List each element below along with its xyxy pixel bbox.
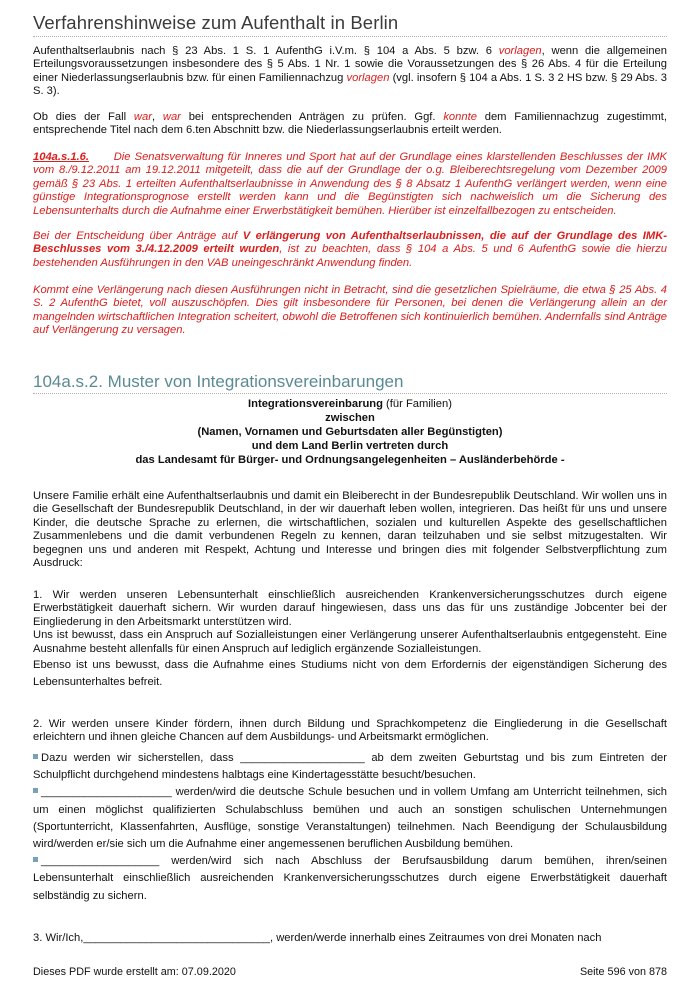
bullet-marker-icon — [33, 857, 38, 862]
agreement-title-rest: (für Familien) — [382, 398, 452, 410]
bullet-item-3 — [33, 853, 667, 905]
p1-emph-2: vorlagen — [346, 71, 390, 84]
agreement-line-2: zwischen — [325, 412, 375, 424]
p2-emph-2: war — [162, 111, 181, 123]
agreement-intro: Unsere Familie erhält eine Aufenthaltserlaubnis und damit ein Bleiberecht in der Bundesrepublik Deutschland. Wir wollen uns in die Gesellschaft der Bundesrepublik Deutschland, in der wir dauerhaft leben wollen, integrieren. Das heißt für uns und unsere Kinder, die deutsche Sprache zu erlernen, die wirtschaftlichen, sozialen und kulturellen Aspekte des gesellschaftlichen Zusammenlebens und die damit verbundenen Regeln zu kennen, daran teilzuhaben und sie selbst mitzugestalten. Wir begegnen uns und anderen mit Respekt, Achtung und Interesse und bringen dies mit folgender Selbstverpflichtung zum Ausdruck: — [33, 490, 667, 570]
item-1-a: 1. Wir werden unseren Lebensunterhalt einschließlich ausreichenden Krankenversicherungsschutzes durch eigene Erwerbstätigkeit dauerhaft sichern. Wir wurden darauf hingewiesen, dass uns das für uns zuständige Jobcenter bei der Eingliederung in den Arbeitsmarkt unterstützen wird. — [33, 589, 667, 628]
item-1-b: Uns ist bewusst, dass ein Anspruch auf Sozialleistungen einer Verlängerung unserer Aufenthaltserlaubnis entgegensteht. Eine Ausnahme besteht allenfalls für einen Anspruch auf lediglich ergänzende Sozialleistungen. — [33, 629, 667, 655]
p2-emph-3: konnte — [443, 111, 477, 123]
agreement-line-4: und dem Land Berlin vertreten durch — [251, 440, 449, 452]
p2-text-e: bei entsprechenden Anträgen zu prüfen. Ggf. — [188, 111, 436, 123]
title-divider — [33, 36, 667, 37]
footer-page-number: Seite 596 von 878 — [579, 966, 667, 978]
p2-text-c: , — [151, 111, 156, 123]
paragraph-5: Kommt eine Verlängerung nach diesen Ausführungen nicht in Betracht, sind die gesetzlichen Spielräume, die etwa § 25 Abs. 4 S. 2 AufenthG bietet, voll auszuschöpfen. Dies gilt insbesondere für Personen, bei denen die Verlängerung allein an der mangelnden wirtschaftlichen Integration scheitert, obwohl die Betroffenen sich kontinuierlich bemühen. Andernfalls sind Anträge auf Verlängerung zu versagen. — [33, 284, 667, 337]
p1-emph-1: vorlagen — [498, 45, 542, 57]
p2-text-a: Ob dies der Fall — [33, 111, 127, 123]
item-1-c: Ebenso ist uns bewusst, dass die Aufnahme eines Studiums nicht von dem Erfordernis der eigenständigen Sicherung des Lebensunterhaltes befreit. — [33, 659, 667, 689]
p1-text-a: Aufenthaltserlaubnis nach § 23 Abs. 1 S. 1 AufenthG i.V.m. § 104 a Abs. 5 bzw. 6 — [33, 45, 492, 57]
item-3: 3. Wir/Ich,______________________________, werden/werde innerhalb eines Zeitraumes von drei Monaten nach — [33, 932, 602, 944]
section-heading: 104a.s.2. Muster von Integrationsvereinbarungen — [33, 372, 404, 391]
p1-text-c: , wenn die allgemeinen Erteilungsvoraussetzungen insbesondere des § 5 Abs. 1 Nr. 1 sowie die Voraussetzungen des § 26 Abs. 4 für die Erteilung einer Niederlassungserlaubnis bzw. für einen Familiennachzug — [33, 45, 667, 84]
bullet-1-text: Dazu werden wir sicherstellen, dass ____________________ ab dem zweiten Geburtstag und bis zum Eintreten der Schulpflicht durchgehend mindestens halbtags eine Kindertagesstätte besucht/besuchen. — [33, 752, 667, 782]
paragraph-3 — [33, 151, 667, 218]
bullet-marker-icon — [33, 788, 38, 793]
bullet-3-text: ___________________ werden/wird sich nach Abschluss der Berufsausbildung darum bemühen, ihren/seinen Lebensunterhalt einschließlich ausreichenden Krankenversicherungsschutzes durch eigene Erwerbstätigkeit dauerhaft selbständig zu sichern. — [33, 855, 667, 902]
page-title: Verfahrenshinweise zum Aufenthalt in Berlin — [33, 12, 399, 33]
agreement-line-5: das Landesamt für Bürger- und Ordnungsangelegenheiten – Ausländerbehörde - — [135, 454, 565, 466]
section-ref-104a-s-1-6: 104a.s.1.6. — [33, 151, 89, 163]
paragraph-2 — [33, 111, 667, 138]
p4-text-a: Bei der Entscheidung über Anträge auf — [33, 230, 238, 242]
p1-text-e: (vgl. insofern § 104 a Abs. 1 S. 3 2 HS bzw. § 29 Abs. 3 S. 3). — [33, 71, 667, 98]
item-1 — [33, 589, 667, 656]
section-divider — [33, 393, 667, 394]
bullet-2-text: _____________________ werden/wird die deutsche Schule besuchen und in vollem Umfang am Unterricht teilnehmen, sich um einen möglichst qualifizierten Schulabschluss bemühen und auch an sonstigen schulischen Unternehmungen (Sportunterricht, Klassenfahrten, Ausflüge, sonstige Veranstaltungen) teilnehmen. Nach Beendigung der Schulausbildung wird/werden er/sie sich um die Aufnahme einer angemessenen beruflichen Ausbildung bemühen. — [33, 786, 667, 851]
item-2-bullets — [33, 750, 667, 905]
p2-text-g: dem Familiennachzug zugestimmt, entsprechende Titel nach dem 6.ten Abschnitt bzw. die Niederlassungserlaubnis erteilt werden. — [33, 111, 667, 137]
agreement-header — [33, 397, 667, 467]
p2-emph-1: war — [133, 111, 152, 123]
paragraph-4 — [33, 230, 667, 270]
bullet-item-1 — [33, 750, 667, 784]
agreement-title — [33, 397, 667, 411]
agreement-line-3: (Namen, Vornamen und Geburtsdaten aller Begünstigten) — [197, 426, 503, 438]
p4-text-c: , ist zu beachten, dass § 104 a Abs. 5 und 6 AufenthG sowie die hierzu bestehenden Ausführungen in den VAB uneingeschränkt Anwendung finden. — [33, 243, 667, 269]
footer-created-date: Dieses PDF wurde erstellt am: 07.09.2020 — [33, 966, 236, 978]
item-2-intro: 2. Wir werden unsere Kinder fördern, ihnen durch Bildung und Sprachkompetenz die Eingliederung in die Gesellschaft erleichtern und ihnen gleiche Chancen auf dem Ausbildungs- und Arbeitsmarkt ermöglichen. — [33, 718, 667, 744]
paragraph-1 — [33, 45, 667, 99]
bullet-marker-icon — [33, 754, 38, 759]
agreement-title-bold: Integrationsvereinbarung — [248, 398, 383, 410]
bullet-item-2 — [33, 784, 667, 853]
p3-text: Die Senatsverwaltung für Inneres und Sport hat auf der Grundlage eines klarstellenden Beschlusses der IMK vom 8./9.12.2011 am 19.12.2011 mitgeteilt, dass die auf der Grundlage der o.g. Bleiberechtsregelung vom Dezember 2009 gemäß § 23 Abs. 1 erteilten Aufenthaltserlaubnisse in Anwendung des § 8 Absatz 1 AufenthG verlängert werden, wenn eine günstige Integrationsprognose erstellt werden kann und die Begünstigten sich nachweislich um die Sicherung des Lebensunterhalts durch die Aufnahme einer Erwerbstätigkeit bemühen. Hierüber ist einzelfallbezogen zu entscheiden. — [33, 151, 667, 217]
p4-bold: V erlängerung von Aufenthaltserlaubnissen, die auf der Grundlage des IMK-Beschlusses vom 3./4.12.2009 erteilt wurden — [33, 230, 668, 256]
